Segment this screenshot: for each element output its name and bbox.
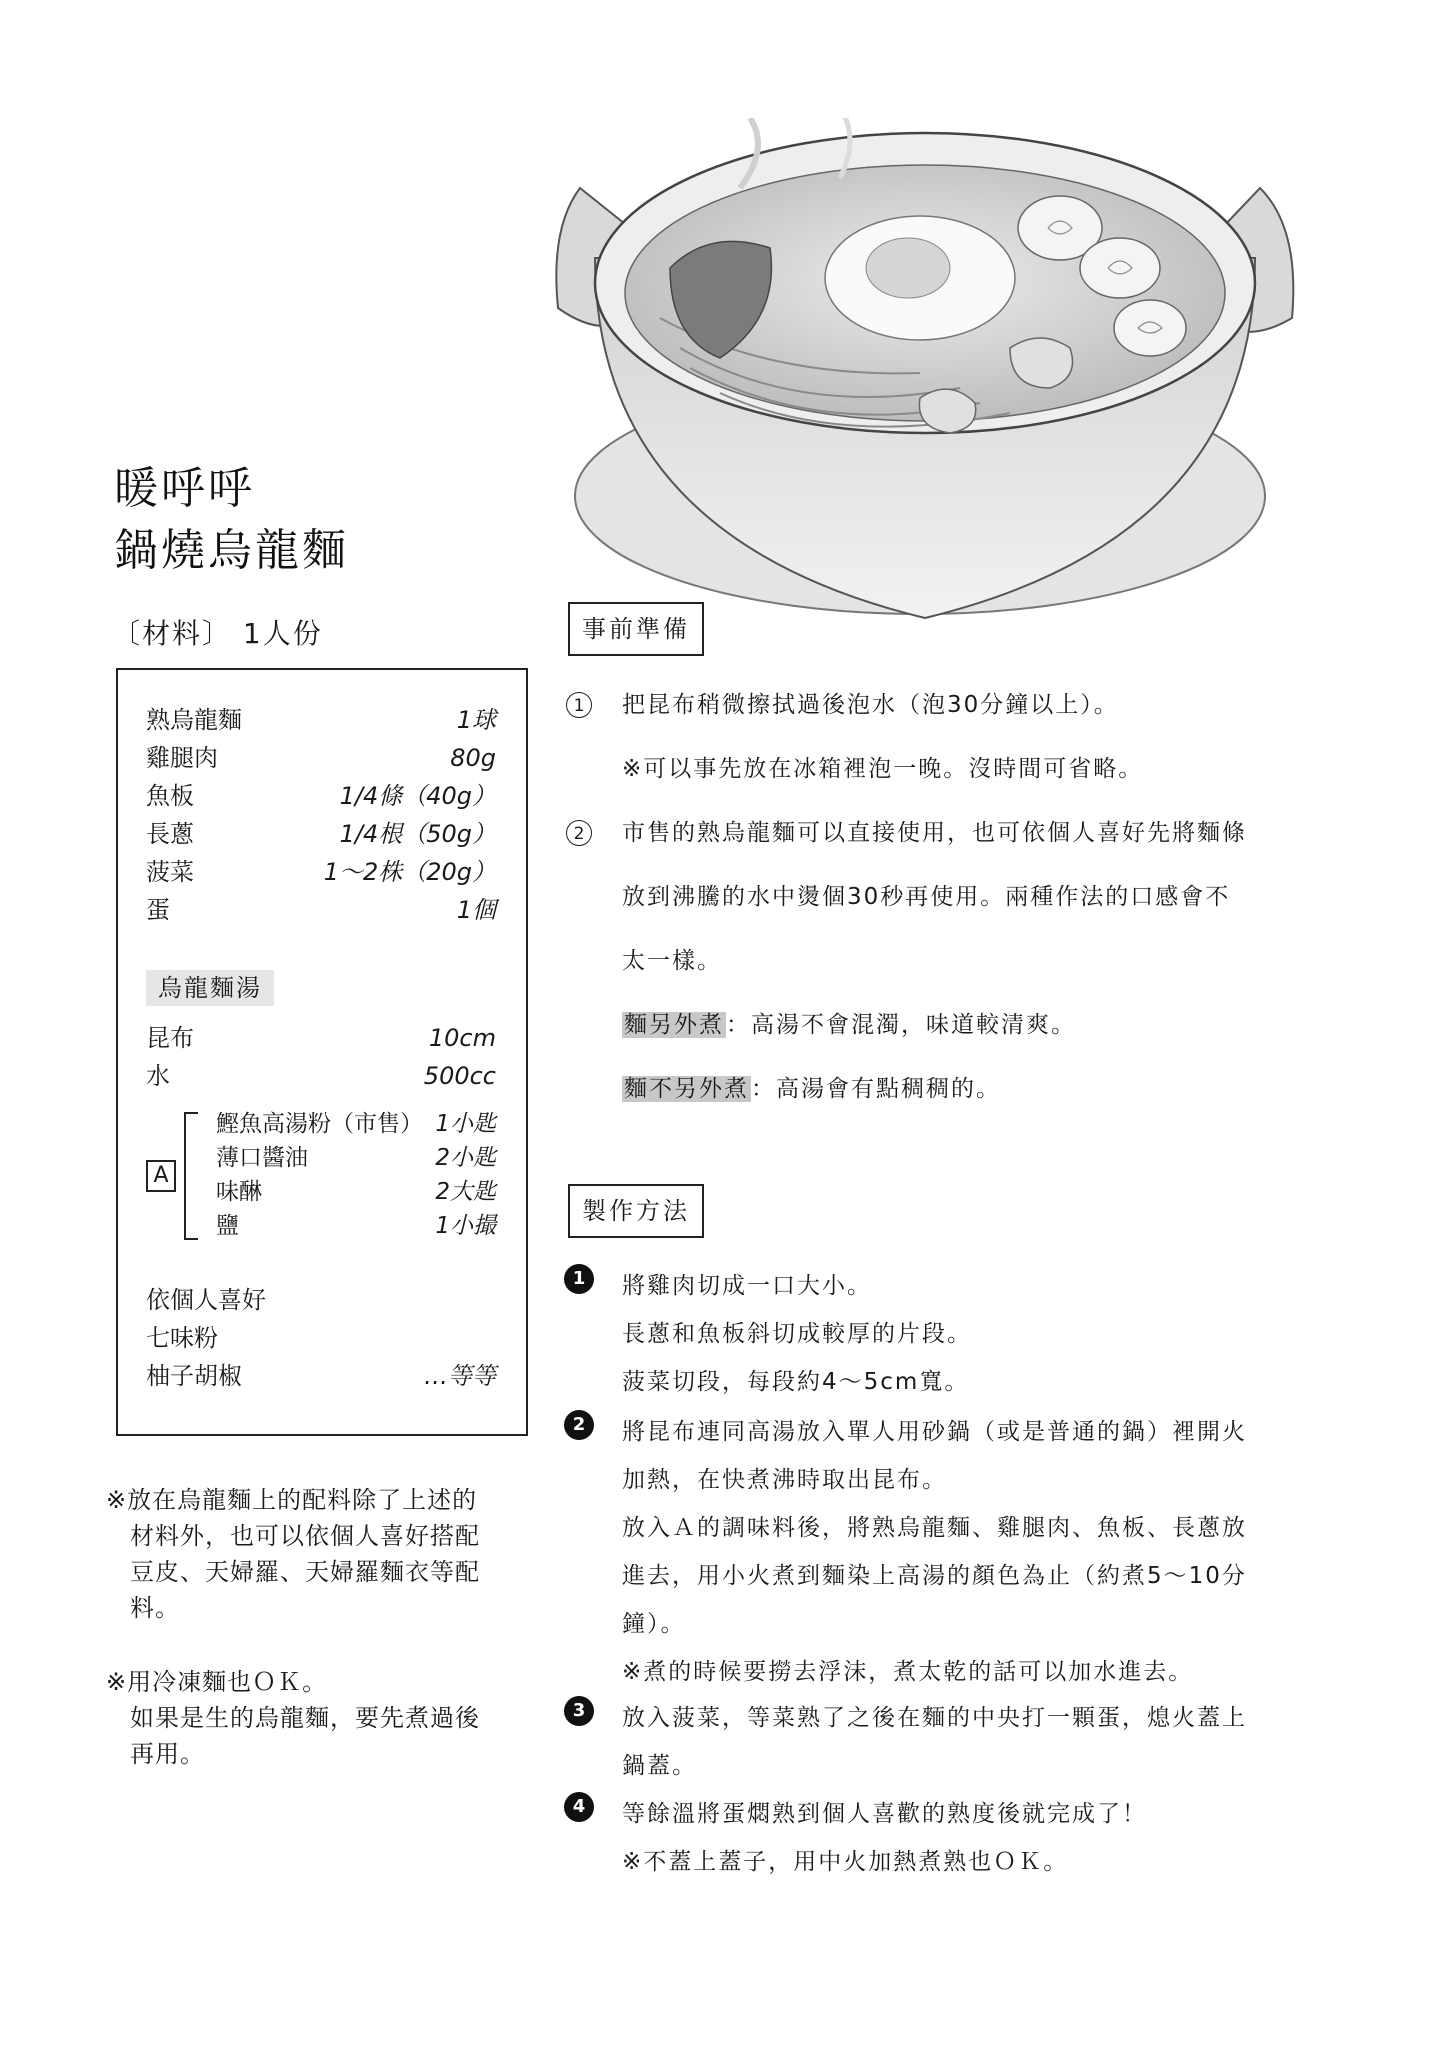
ingredient-row — [146, 892, 496, 928]
ingredient-name: 鹽 — [216, 1213, 239, 1239]
group-a-bracket — [184, 1112, 198, 1240]
prep-option-a-label: 麵另外煮 — [624, 1012, 724, 1038]
seasoning-row — [216, 1210, 496, 1242]
optional-row — [146, 1320, 496, 1356]
method-step-2 — [622, 1408, 1322, 1696]
ingredient-qty: 500cc — [423, 1062, 496, 1090]
ingredient-qty: …等等 — [424, 1362, 496, 1390]
ingredient-qty: 1小撮 — [435, 1213, 496, 1239]
note-line: ※用冷凍麵也ＯＫ。 — [106, 1668, 328, 1696]
prep-step-1 — [622, 688, 1302, 786]
ingredient-name: 昆布 — [146, 1024, 194, 1052]
ingredient-name: 雞腿肉 — [146, 744, 218, 772]
note-line: ※放在烏龍麵上的配料除了上述的 — [106, 1486, 478, 1514]
ingredients-heading: 〔材料〕 1人份 — [112, 617, 323, 650]
ingredient-qty: 1個 — [456, 896, 496, 924]
prep-step-number: 1 — [566, 692, 592, 718]
method-step-4 — [622, 1790, 1322, 1886]
prep-option-a-text: ：高湯不會混濁，味道較清爽。 — [726, 1012, 1076, 1038]
ingredient-name: 七味粉 — [146, 1324, 218, 1352]
method-step-number: 2 — [564, 1410, 594, 1440]
ingredients-box — [116, 668, 528, 1436]
note-line: 再用。 — [130, 1740, 205, 1768]
note-toppings — [106, 1482, 546, 1626]
prep-option-a — [622, 1008, 1312, 1072]
optional-row — [146, 1358, 496, 1394]
prep-option-b-label: 麵不另外煮 — [624, 1076, 749, 1102]
ingredient-name: 鰹魚高湯粉（市售） — [216, 1111, 423, 1137]
method-line: 進去，用小火煮到麵染上高湯的顏色為止（約煮5～10分 — [622, 1563, 1247, 1589]
method-line: 鍋蓋。 — [622, 1753, 697, 1779]
prep-line: 放到沸騰的水中燙個30秒再使用。兩種作法的口感會不 — [622, 884, 1231, 910]
note-line: 豆皮、天婦羅、天婦羅麵衣等配 — [130, 1558, 480, 1586]
method-line: 長蔥和魚板斜切成較厚的片段。 — [622, 1321, 972, 1347]
method-line: 放入菠菜，等菜熟了之後在麵的中央打一顆蛋，熄火蓋上 — [622, 1705, 1247, 1731]
prep-line: ※可以事先放在冰箱裡泡一晚。沒時間可省略。 — [622, 756, 1144, 782]
recipe-title-line2: 鍋燒烏龍麵 — [114, 525, 349, 576]
soup-ingredient-row — [146, 1058, 496, 1094]
method-line: 將雞肉切成一口大小。 — [622, 1273, 872, 1299]
ingredient-name: 長蔥 — [146, 820, 194, 848]
ingredient-name: 熟烏龍麵 — [146, 706, 242, 734]
recipe-title-line1: 暖呼呼 — [114, 463, 255, 514]
ingredient-qty: 1小匙 — [435, 1111, 496, 1137]
ingredient-qty: 1球 — [456, 706, 496, 734]
note-line: 料。 — [130, 1594, 180, 1622]
method-step-number: 1 — [564, 1264, 594, 1294]
prep-option-b-text: ：高湯會有點稠稠的。 — [751, 1076, 1001, 1102]
seasoning-row — [216, 1176, 496, 1208]
method-line: 菠菜切段，每段約4～5cm寬。 — [622, 1369, 970, 1395]
soup-subheading: 烏龍麵湯 — [146, 970, 274, 1006]
ingredient-name: 魚板 — [146, 782, 194, 810]
prep-step-2 — [622, 816, 1312, 1106]
method-step-number: 3 — [564, 1696, 594, 1726]
udon-pot-illustration — [540, 118, 1340, 678]
ingredient-qty: 2小匙 — [435, 1145, 496, 1171]
ingredient-name: 蛋 — [146, 896, 170, 924]
ingredient-name: 水 — [146, 1062, 170, 1090]
ingredient-qty: 1/4條（40g） — [339, 782, 496, 810]
method-line: 放入Ａ的調味料後，將熟烏龍麵、雞腿肉、魚板、長蔥放 — [622, 1515, 1247, 1541]
ingredient-qty: 80g — [450, 744, 496, 772]
ingredient-qty: 1～2株（20g） — [323, 858, 496, 886]
ingredient-row — [146, 854, 496, 890]
optional-heading-text: 依個人喜好 — [146, 1286, 266, 1314]
prep-line: 太一樣。 — [622, 948, 722, 974]
ingredient-qty: 2大匙 — [435, 1179, 496, 1205]
note-frozen — [106, 1664, 546, 1772]
method-line: 鐘）。 — [622, 1611, 686, 1637]
prep-option-b — [622, 1072, 1312, 1106]
seasoning-row — [216, 1142, 496, 1174]
method-step-number: 4 — [564, 1792, 594, 1822]
method-step-1 — [622, 1262, 1312, 1406]
note-line: 材料外，也可以依個人喜好搭配 — [130, 1522, 480, 1550]
ingredient-row — [146, 816, 496, 852]
method-line: 加熱，在快煮沸時取出昆布。 — [622, 1467, 947, 1493]
group-a-label: A — [146, 1160, 176, 1192]
ingredient-row — [146, 778, 496, 814]
ingredient-qty: 10cm — [428, 1024, 496, 1052]
seasoning-row — [216, 1108, 496, 1140]
method-step-3 — [622, 1694, 1322, 1790]
method-line: ※煮的時候要撈去浮沫，煮太乾的話可以加水進去。 — [622, 1659, 1194, 1685]
soup-ingredient-row — [146, 1020, 496, 1056]
ingredient-row — [146, 740, 496, 776]
method-line: ※不蓋上蓋子，用中火加熱煮熟也ＯＫ。 — [622, 1849, 1069, 1875]
ingredient-name: 柚子胡椒 — [146, 1362, 242, 1390]
prep-heading: 事前準備 — [568, 602, 704, 656]
method-line: 等餘溫將蛋燜熟到個人喜歡的熟度後就完成了！ — [622, 1801, 1147, 1827]
method-line: 將昆布連同高湯放入單人用砂鍋（或是普通的鍋）裡開火 — [622, 1419, 1247, 1445]
optional-heading — [146, 1282, 496, 1318]
ingredient-name: 味醂 — [216, 1179, 262, 1205]
ingredient-row — [146, 702, 496, 738]
note-line: 如果是生的烏龍麵，要先煮過後 — [130, 1704, 480, 1732]
ingredient-qty: 1/4根（50g） — [339, 820, 496, 848]
method-heading: 製作方法 — [568, 1184, 704, 1238]
prep-line: 市售的熟烏龍麵可以直接使用，也可依個人喜好先將麵條 — [622, 820, 1247, 846]
ingredient-name: 菠菜 — [146, 858, 194, 886]
ingredient-name: 薄口醬油 — [216, 1145, 308, 1171]
prep-line: 把昆布稍微擦拭過後泡水（泡30分鐘以上）。 — [622, 692, 1119, 718]
prep-step-number: 2 — [566, 820, 592, 846]
